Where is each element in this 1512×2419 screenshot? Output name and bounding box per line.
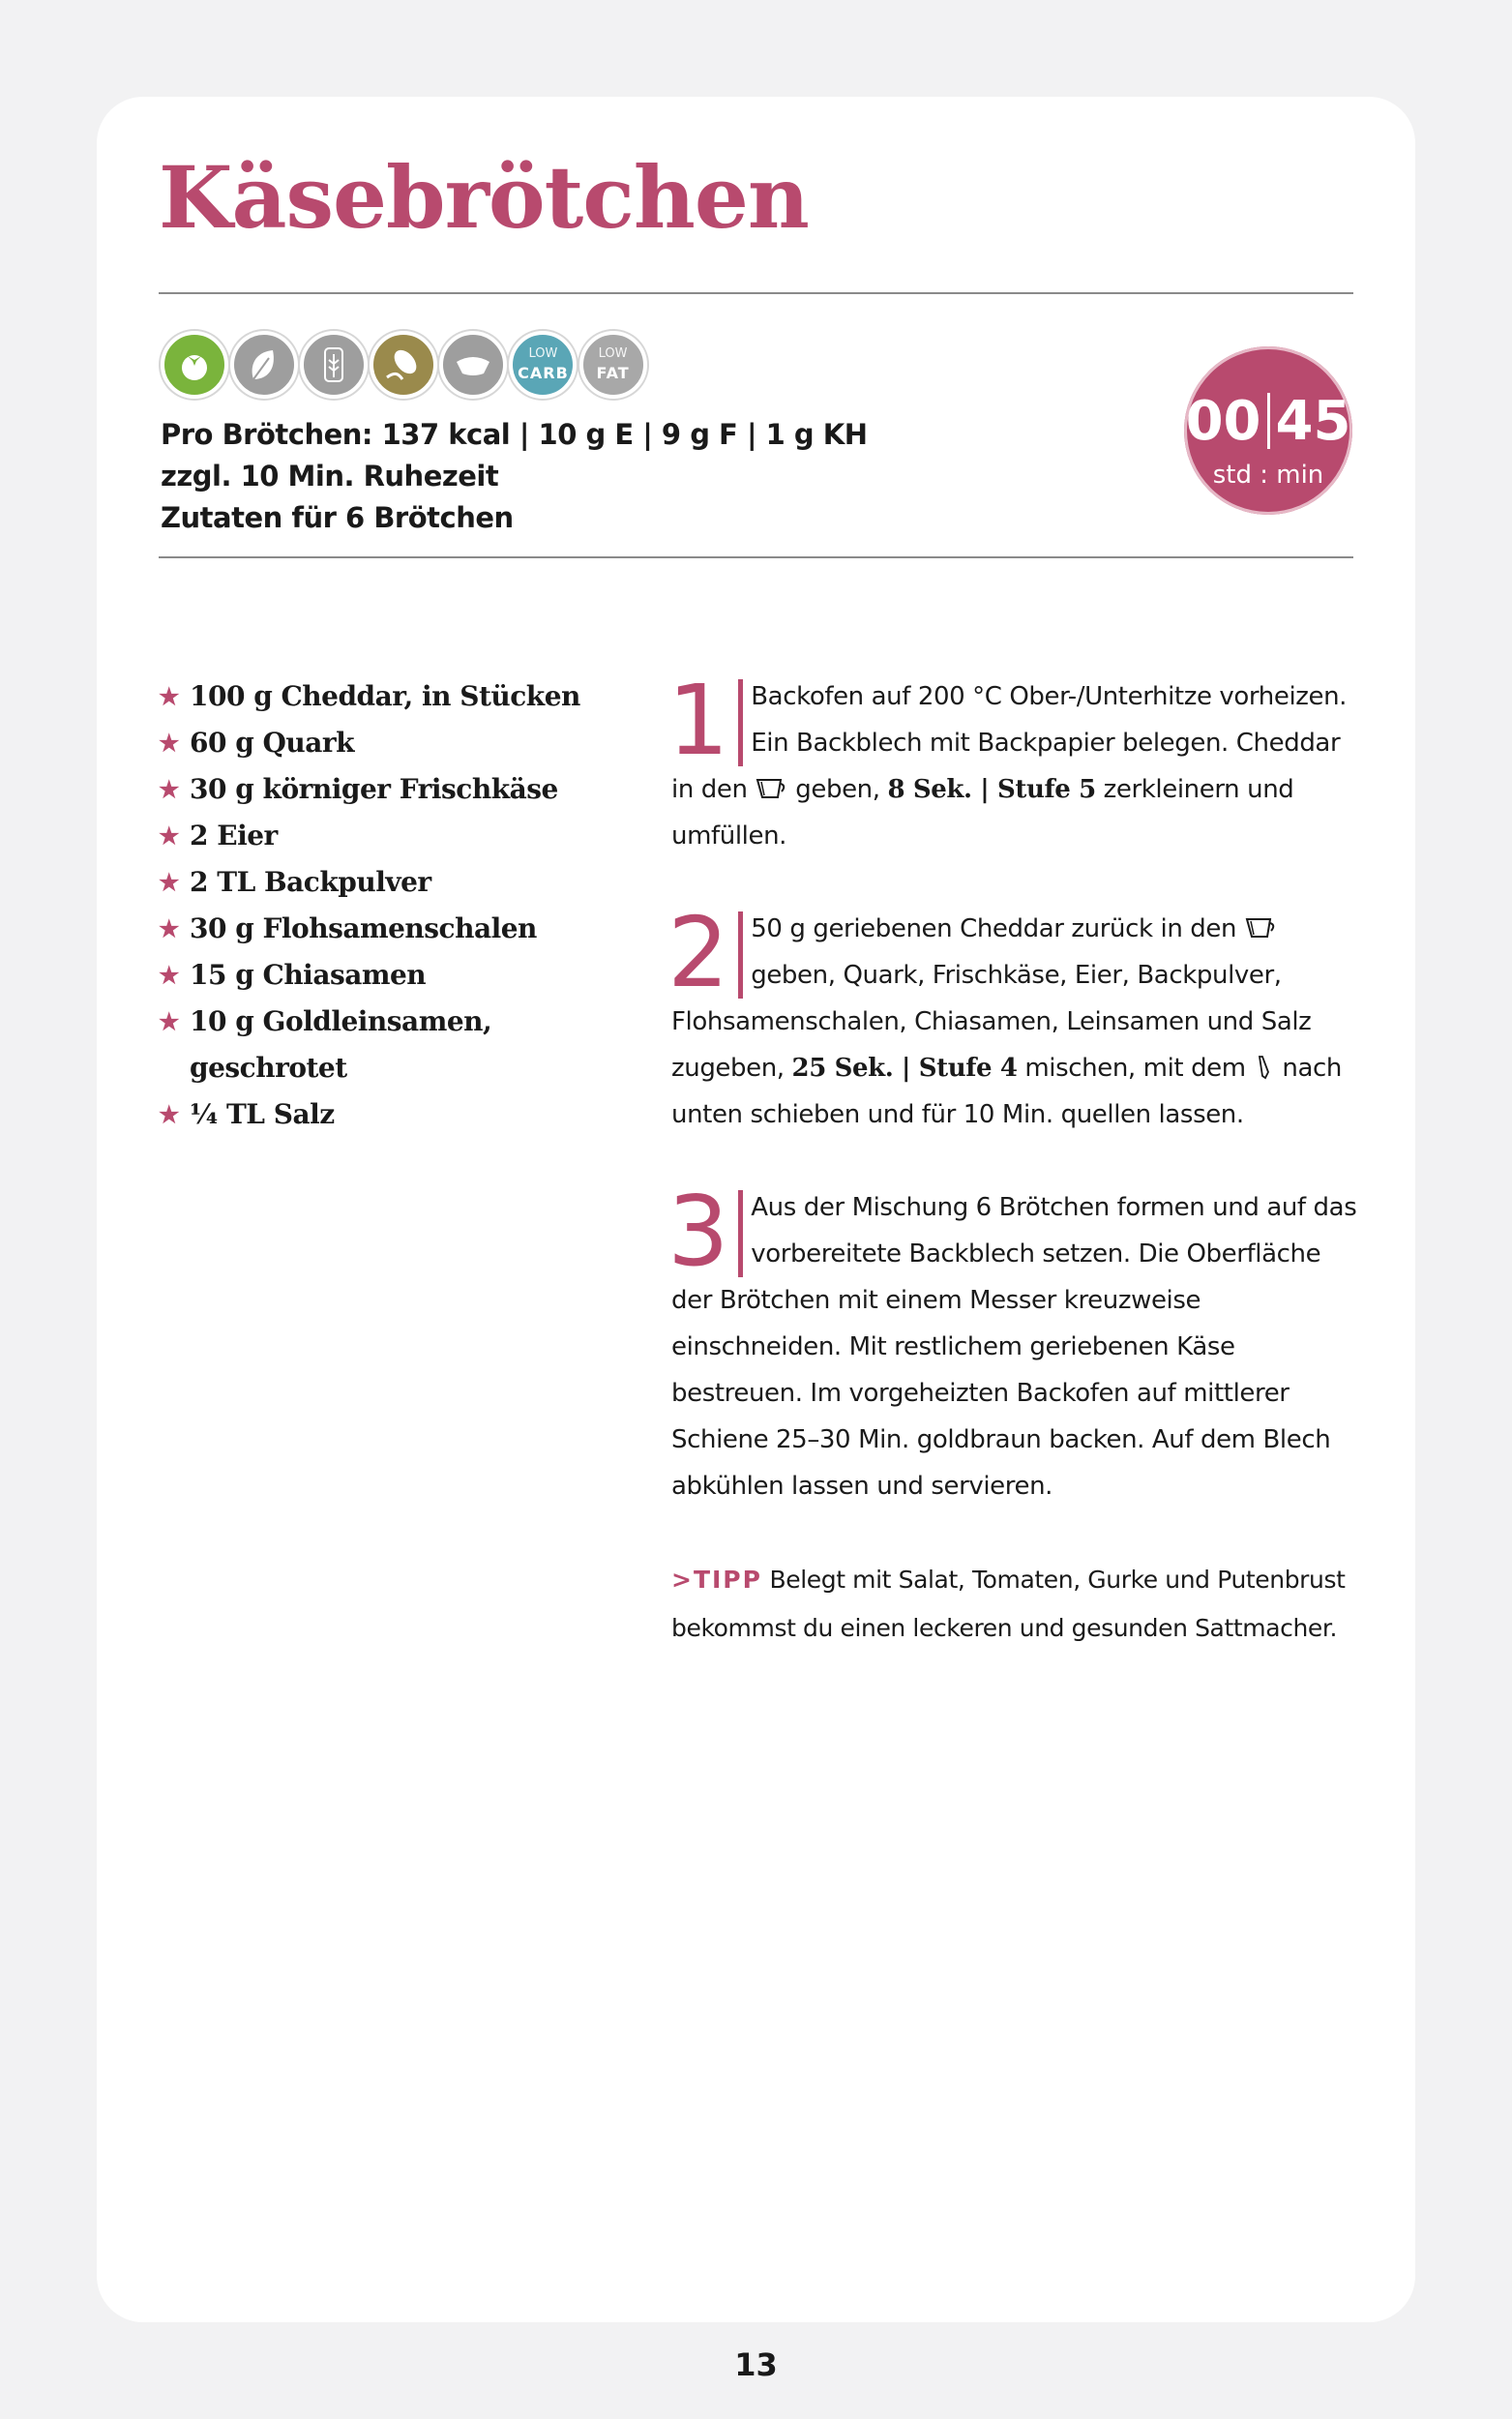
star-icon: ★ xyxy=(159,775,180,803)
leaf-icon xyxy=(230,331,298,399)
time-badge xyxy=(1184,346,1352,515)
ingredient-item: ★ 30 g Flohsamenschalen xyxy=(159,906,580,952)
step-number: 3 xyxy=(667,1190,743,1277)
tip-paragraph xyxy=(671,1556,1358,1653)
step-text: Aus der Mischung 6 Brötchen formen und auf das vorbereitete Backblech setzen. Die Oberfläche der Brötchen mit einem Messer kreuzweise einschneiden. Mit restlichem geriebenen Käse bestreuen. Im vorgeheizten Backofen auf mittlerer Schiene 25–30 Min. goldbraun backen. Auf dem Blech abkühlen lassen und servieren. xyxy=(671,1193,1357,1501)
hours-value: 00 xyxy=(1185,390,1261,453)
step-text: 50 g geriebenen Cheddar zurück in den geben, Quark, Frischkäse, Eier, Backpulver, Flohsamenschalen, Chiasamen, Leinsamen und Salz zugeben, 25 Sek. | Stufe 4 mischen, mit dem nach unten schieben und für 10 Min. quellen lassen. xyxy=(671,914,1343,1129)
ingredient-item: ★ ¼ TL Salz xyxy=(159,1091,580,1138)
step-number: 1 xyxy=(667,679,743,766)
diet-icons-row xyxy=(161,331,644,399)
ingredient-item: ★ 2 Eier xyxy=(159,813,580,859)
star-icon: ★ xyxy=(159,914,180,942)
ingredient-item: ★ 10 g Goldleinsamen, xyxy=(159,999,580,1045)
corn-icon xyxy=(370,331,437,399)
time-digits xyxy=(1184,390,1352,453)
ingredient-list xyxy=(159,673,580,1138)
recipe-title: Käsebrötchen xyxy=(159,147,809,248)
minutes-value: 45 xyxy=(1275,390,1351,453)
step-1 xyxy=(667,664,1358,859)
low-fat-icon: LOW FAT xyxy=(579,331,647,399)
ingredient-item: ★ 60 g Quark xyxy=(159,720,580,766)
rest-time-line: zzgl. 10 Min. Ruhezeit xyxy=(161,460,499,493)
star-icon: ★ xyxy=(159,729,180,757)
step-number: 2 xyxy=(667,911,743,999)
time-unit: std : min xyxy=(1212,461,1324,490)
low-carb-icon: LOW CARB xyxy=(509,331,577,399)
step-2 xyxy=(667,896,1358,1138)
vegetarian-tomato-icon xyxy=(161,331,228,399)
ingredient-item: ★ 2 TL Backpulver xyxy=(159,859,580,906)
ingredient-item: ★ 100 g Cheddar, in Stücken xyxy=(159,673,580,720)
ingredient-item-continued: geschrotet xyxy=(190,1052,347,1084)
star-icon: ★ xyxy=(159,682,180,710)
instruction-steps xyxy=(667,664,1358,1653)
star-icon: ★ xyxy=(159,821,180,850)
nutrition-line: Pro Brötchen: 137 kcal | 10 g E | 9 g F | 1 g KH xyxy=(161,418,868,451)
time-separator xyxy=(1267,393,1270,449)
recipe-info xyxy=(161,414,868,539)
mixing-bowl-icon xyxy=(755,776,787,801)
recipe-card xyxy=(97,97,1415,2322)
mixing-bowl-icon xyxy=(1244,915,1277,941)
step-3 xyxy=(667,1175,1358,1509)
bottom-divider xyxy=(159,556,1353,558)
yield-line: Zutaten für 6 Brötchen xyxy=(161,501,514,534)
top-divider xyxy=(159,292,1353,294)
tip-text: Belegt mit Salat, Tomaten, Gurke und Putenbrust bekommst du einen leckeren und gesunden Sattmacher. xyxy=(671,1566,1346,1642)
ingredient-item: ★ 30 g körniger Frischkäse xyxy=(159,766,580,813)
grain-free-icon xyxy=(300,331,368,399)
star-icon: ★ xyxy=(159,1007,180,1035)
step-text: Backofen auf 200 °C Ober-/Unterhitze vorheizen. Ein Backblech mit Backpapier belegen. Cheddar in den geben, 8 Sek. | Stufe 5 zerkleinern und umfüllen. xyxy=(671,682,1348,851)
bowl-icon xyxy=(439,331,507,399)
star-icon: ★ xyxy=(159,1100,180,1128)
spatula-icon xyxy=(1254,1055,1275,1080)
page-number: 13 xyxy=(734,2346,778,2383)
tip-label: >TIPP xyxy=(671,1566,762,1594)
ingredient-item: ★ 15 g Chiasamen xyxy=(159,952,580,999)
star-icon: ★ xyxy=(159,961,180,989)
star-icon: ★ xyxy=(159,868,180,896)
